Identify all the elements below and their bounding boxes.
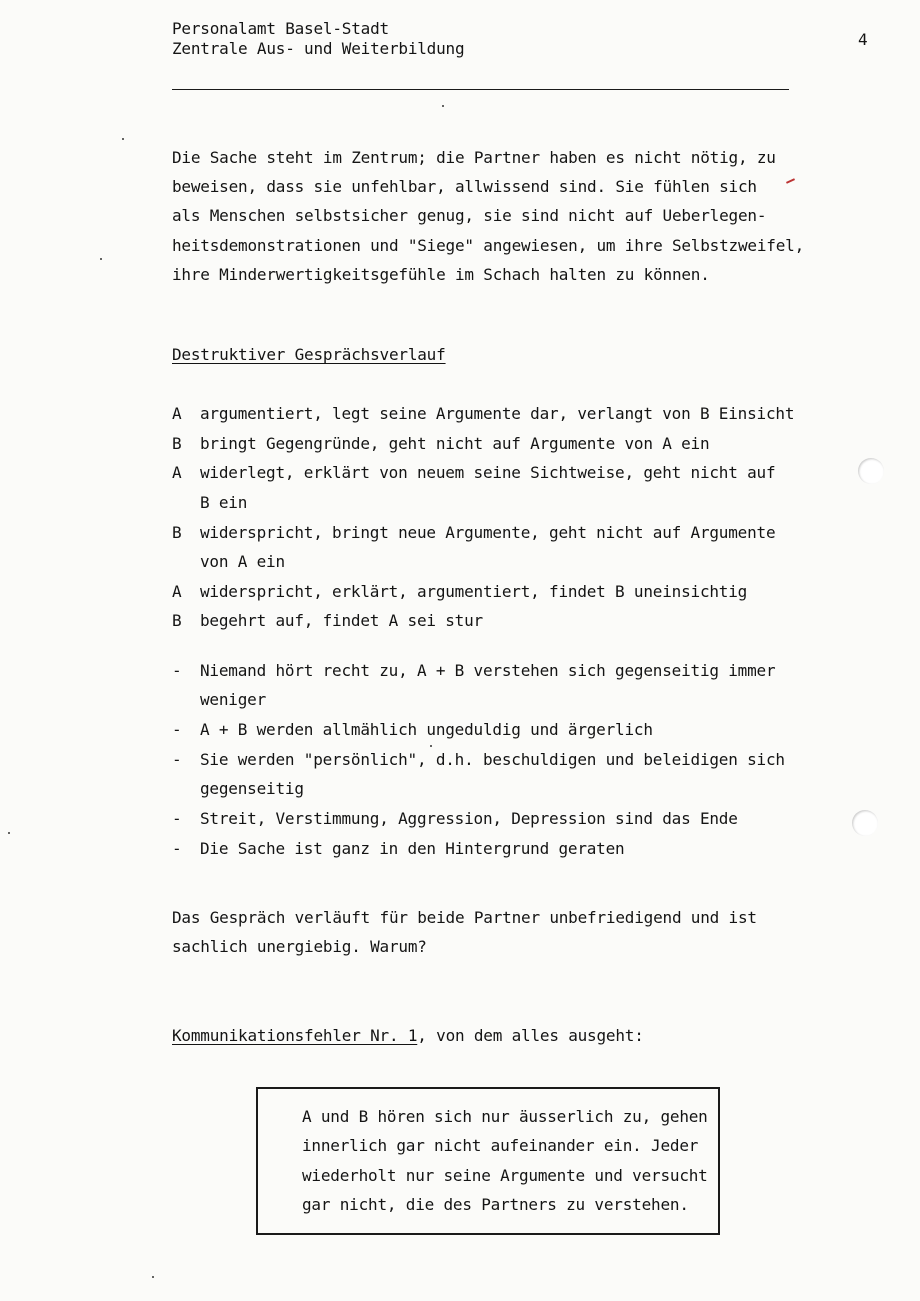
box-line-2: innerlich gar nicht aufeinander ein. Jeder [302,1136,699,1155]
item-text: begehrt auf, findet A sei stur [200,611,483,630]
item-bullet: - [172,809,182,828]
item-text: widerlegt, erklärt von neuem seine Sichtweise, geht nicht auf [200,463,776,482]
header-department: Zentrale Aus- und Weiterbildung [172,39,465,58]
item-marker: B [172,523,182,542]
intro-line-4: heitsdemonstrationen und "Siege" angewiesen, um ihre Selbstzweifel, [172,236,804,255]
item-text-continued: von A ein [200,552,285,571]
intro-line-2: beweisen, dass sie unfehlbar, allwissend sind. Sie fühlen sich [172,177,757,196]
box-line-1: A und B hören sich nur äusserlich zu, gehen [302,1107,708,1126]
error-heading-rest: , von dem alles ausgeht: [417,1026,644,1045]
item-text: A + B werden allmählich ungeduldig und ärgerlich [200,720,653,739]
header-organization: Personalamt Basel-Stadt [172,19,389,38]
item-marker: A [172,404,182,423]
conclusion-line-2: sachlich unergiebig. Warum? [172,937,427,956]
item-text: Sie werden "persönlich", d.h. beschuldigen und beleidigen sich [200,750,785,769]
ink-speck [152,1276,154,1278]
ink-speck [430,745,432,747]
item-text-continued: B ein [200,493,248,512]
item-bullet: - [172,720,182,739]
ink-speck [8,832,10,834]
item-bullet: - [172,750,182,769]
item-marker: B [172,434,182,453]
intro-line-5: ihre Minderwertigkeitsgefühle im Schach halten zu können. [172,265,710,284]
red-mark [786,178,795,184]
punch-hole-top [858,458,884,484]
ink-speck [122,138,124,140]
intro-line-1: Die Sache steht im Zentrum; die Partner haben es nicht nötig, zu [172,148,776,167]
ink-speck [442,105,444,107]
box-line-3: wiederholt nur seine Argumente und versucht [302,1166,708,1185]
item-text: widerspricht, bringt neue Argumente, geht nicht auf Argumente [200,523,776,542]
item-text: bringt Gegengründe, geht nicht auf Argumente von A ein [200,434,710,453]
item-marker: A [172,582,182,601]
box-line-4: gar nicht, die des Partners zu verstehen. [302,1195,689,1214]
header-rule [172,89,789,90]
page-number: 4 [858,30,868,49]
item-text-continued: weniger [200,690,267,709]
item-bullet: - [172,839,182,858]
section-heading: Destruktiver Gesprächsverlauf [172,345,446,364]
error-heading [172,1025,644,1047]
intro-line-3: als Menschen selbstsicher genug, sie sind nicht auf Ueberlegen- [172,206,767,225]
ink-speck [100,258,102,260]
item-text-continued: gegenseitig [200,779,304,798]
item-text: Niemand hört recht zu, A + B verstehen sich gegenseitig immer [200,661,776,680]
punch-hole-bottom [852,810,878,836]
conclusion-line-1: Das Gespräch verläuft für beide Partner unbefriedigend und ist [172,908,757,927]
item-text: widerspricht, erklärt, argumentiert, findet B uneinsichtig [200,582,748,601]
item-text: Streit, Verstimmung, Aggression, Depression sind das Ende [200,809,738,828]
item-marker: B [172,611,182,630]
item-text: Die Sache ist ganz in den Hintergrund geraten [200,839,625,858]
item-text: argumentiert, legt seine Argumente dar, verlangt von B Einsicht [200,404,795,423]
error-heading-title: Kommunikationsfehler Nr. 1 [172,1026,418,1045]
item-marker: A [172,463,182,482]
item-bullet: - [172,661,182,680]
